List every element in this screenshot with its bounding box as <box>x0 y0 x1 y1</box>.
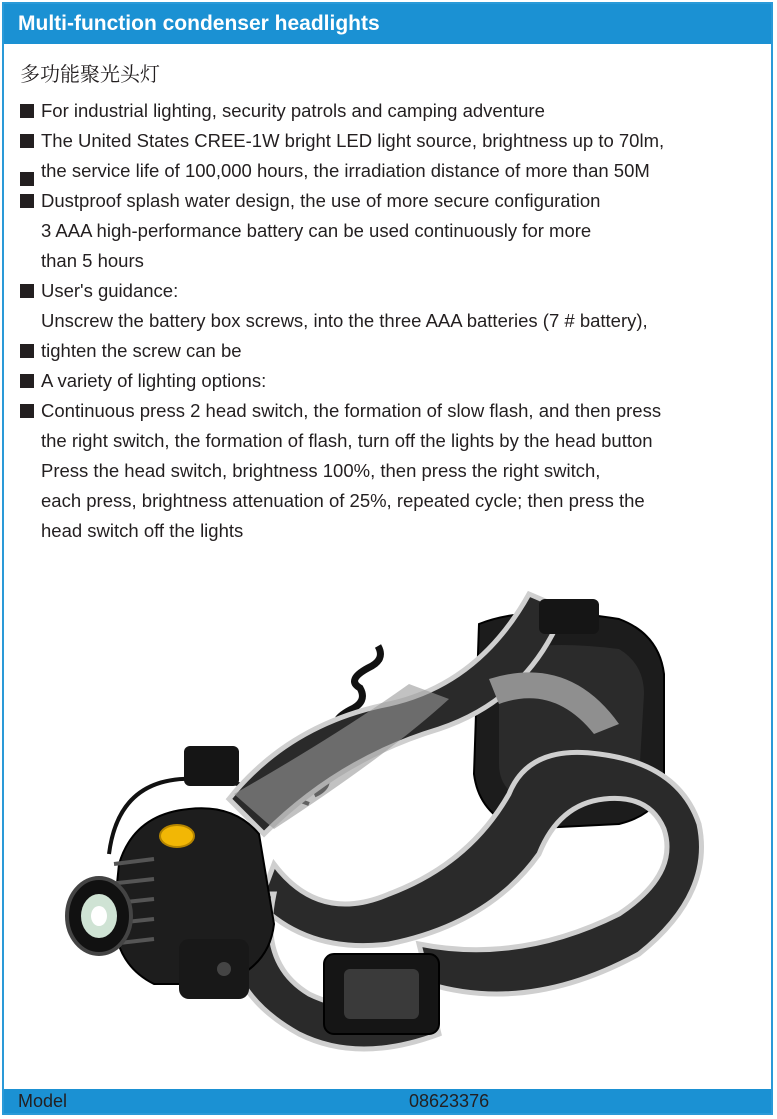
description-text: tighten the screw can be <box>41 340 242 361</box>
description-line <box>20 396 760 426</box>
title-bar <box>4 4 771 44</box>
bullet-icon <box>20 172 34 186</box>
description-text: Dustproof splash water design, the use of more secure configuration <box>41 190 601 211</box>
description-text: Press the head switch, brightness 100%, then press the right switch, <box>41 460 601 481</box>
description-text: the right switch, the formation of flash, turn off the lights by the head button <box>41 430 653 451</box>
description-text: User's guidance: <box>41 280 179 301</box>
headlamp-photo <box>59 564 739 1094</box>
description-text: Continuous press 2 head switch, the formation of slow flash, and then press <box>41 400 662 421</box>
description-line <box>20 456 760 486</box>
description-line <box>20 426 760 456</box>
top-buckle <box>184 746 239 786</box>
product-card <box>2 2 773 1115</box>
bullet-icon <box>20 284 34 298</box>
description-line <box>20 486 760 516</box>
description-line <box>20 366 760 396</box>
model-label: Model <box>18 1091 68 1111</box>
chinese-subtitle: 多功能聚光头灯 <box>20 62 160 86</box>
bullet-icon <box>20 104 34 118</box>
page-title: Multi-function condenser headlights <box>18 12 380 35</box>
bullet-icon <box>20 134 34 148</box>
description-line <box>20 336 760 366</box>
lamp-head <box>67 808 274 999</box>
description-text: head switch off the lights <box>41 520 244 541</box>
bullet-icon <box>20 404 34 418</box>
bullet-icon <box>20 194 34 208</box>
description-line <box>20 306 760 336</box>
description-list <box>20 96 760 546</box>
description-text: For industrial lighting, security patrols and camping adventure <box>41 100 545 121</box>
description-text: the service life of 100,000 hours, the irradiation distance of more than 50M <box>41 160 650 181</box>
description-line <box>20 246 760 276</box>
model-number: 08623376 <box>409 1091 490 1111</box>
description-text: each press, brightness attenuation of 25%, repeated cycle; then press the <box>41 490 645 511</box>
description-line <box>20 96 760 126</box>
lamp-button <box>160 825 194 847</box>
description-line <box>20 126 760 156</box>
description-line <box>20 216 760 246</box>
description-text: Unscrew the battery box screws, into the three AAA batteries (7 # battery), <box>41 310 648 331</box>
bullet-icon <box>20 374 34 388</box>
description-text: than 5 hours <box>41 250 144 271</box>
rear-buckle <box>539 599 599 634</box>
description-line <box>20 516 760 546</box>
description-text: A variety of lighting options: <box>41 370 267 391</box>
description-line <box>20 156 760 186</box>
model-bar <box>4 1089 771 1113</box>
description-line <box>20 186 760 216</box>
description-text: The United States CREE-1W bright LED light source, brightness up to 70lm, <box>41 130 665 151</box>
description-line <box>20 276 760 306</box>
bullet-icon <box>20 344 34 358</box>
description-text: 3 AAA high-performance battery can be used continuously for more <box>41 220 592 241</box>
